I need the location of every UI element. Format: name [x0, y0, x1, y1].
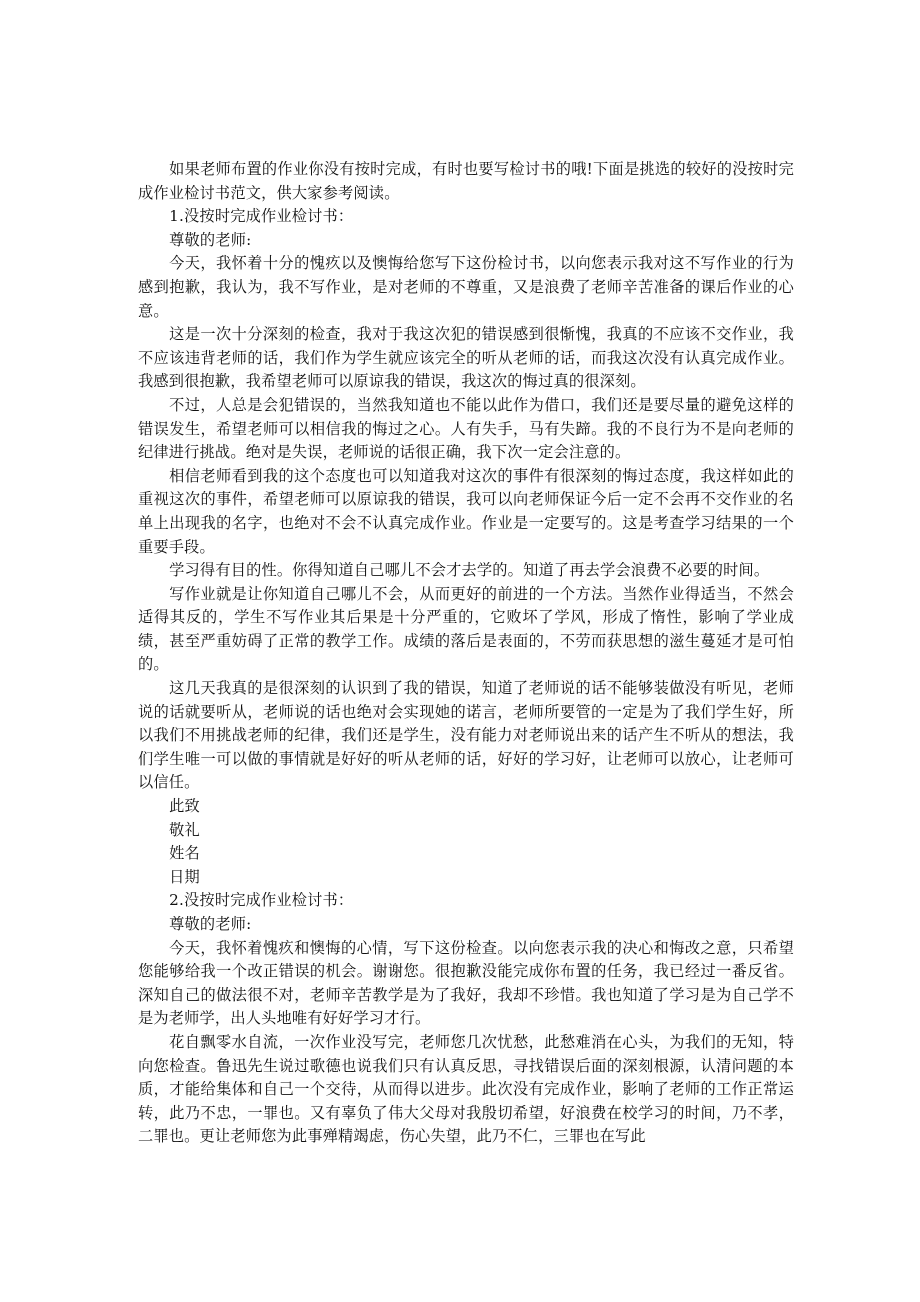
signature-name: 姓名	[169, 844, 200, 863]
body-paragraph: 花自飘零水自流，一次作业没写完，老师您几次忧愁，此愁难消在心头，为我们的无知，特向您检查。鲁迅先生说过歌德也说我们只有认真反思，寻找错误后面的深刻根源，认清问题的本质，才能给集体和自己一个交待，从而得以进步。此次没有完成作业，影响了老师的工作正常运转，此乃不忠，一罪也。又有辜负了伟大父母对我殷切希望，好浪费在校学习的时间，乃不孝，二罪也。更让老师您为此事殚精竭虑，伤心失望，此乃不仁，三罪也在写此	[138, 1032, 794, 1146]
closing-line: 此致	[169, 797, 200, 816]
body-paragraph: 今天，我怀着愧疚和懊悔的心情，写下这份检查。以向您表示我的决心和悔改之意，只希望您能够给我一个改正错误的机会。谢谢您。很抱歉没能完成你布置的任务，我已经过一番反省。深知自己的做法很不对，老师辛苦教学是为了我好，我却不珍惜。我也知道了学习是为自己学不是为老师学，出人头地唯有好好学习才行。	[138, 938, 794, 1028]
section-heading-1: 1.没按时完成作业检讨书：	[169, 207, 354, 226]
body-paragraph: 写作业就是让你知道自己哪儿不会，从而更好的前进的一个方法。当然作业得适当，不然会适得其反的，学生不写作业其后果是十分严重的，它败坏了学风，形成了惰性，影响了学业成绩，甚至严重妨碍了正常的教学工作。成绩的落后是表面的，不劳而获思想的滋生蔓延才是可怕的。	[138, 584, 794, 674]
body-paragraph: 这是一次十分深刻的检查，我对于我这次犯的错误感到很惭愧，我真的不应该不交作业，我不应该违背老师的话，我们作为学生就应该完全的听从老师的话，而我这次没有认真完成作业。我感到很抱歉，我希望老师可以原谅我的错误，我这次的悔过真的很深刻。	[138, 325, 794, 391]
body-paragraph: 不过，人总是会犯错误的，当然我知道也不能以此作为借口，我们还是要尽量的避免这样的错误发生，希望老师可以相信我的悔过之心。人有失手，马有失蹄。我的不良行为不是向老师的纪律进行挑战。绝对是失误，老师说的话很正确，我下次一定会注意的。	[138, 395, 794, 462]
section-heading-2: 2.没按时完成作业检讨书：	[169, 891, 354, 910]
document-body	[138, 158, 794, 1149]
salutation-1: 尊敬的老师:	[169, 230, 252, 249]
intro-paragraph: 如果老师布置的作业你没有按时完成，有时也要写检讨书的哦!下面是挑选的较好的没按时完成作业检讨书范文，供大家参考阅读。	[138, 160, 794, 202]
body-paragraph: 学习得有目的性。你得知道自己哪儿不会才去学的。知道了再去学会浪费不必要的时间。	[169, 561, 770, 580]
body-paragraph: 这几天我真的是很深刻的认识到了我的错误，知道了老师说的话不能够装做没有听见，老师说的话就要听从，老师说的话也绝对会实现她的诺言，老师所要管的一定是为了我们学生好，所以我们不用挑战老师的纪律，我们还是学生，没有能力对老师说出来的话产生不听从的想法，我们学生唯一可以做的事情就是好好的听从老师的话，好好的学习好，让老师可以放心，让老师可以信任。	[138, 679, 794, 792]
closing-line: 敬礼	[169, 820, 200, 839]
salutation-2: 尊敬的老师:	[169, 915, 252, 933]
body-paragraph: 今天，我怀着十分的愧疚以及懊悔给您写下这份检讨书，以向您表示我对这不写作业的行为感到抱歉，我认为，我不写作业，是对老师的不尊重，又是浪费了老师辛苦准备的课后作业的心意。	[138, 254, 794, 320]
body-paragraph: 相信老师看到我的这个态度也可以知道我对这次的事件有很深刻的悔过态度，我这样如此的重视这次的事件，希望老师可以原谅我的错误，我可以向老师保证今后一定不会再不交作业的名单上出现我的名字，也绝对不会不认真完成作业。作业是一定要写的。这是考查学习结果的一个重要手段。	[138, 466, 794, 556]
signature-date: 日期	[169, 867, 200, 886]
